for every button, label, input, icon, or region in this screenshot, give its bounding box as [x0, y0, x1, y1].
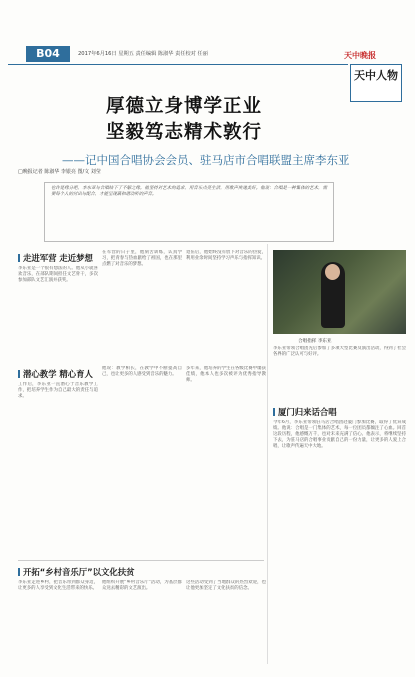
- subheadline: ——记中国合唱协会会员、驻马店市合唱联盟主席李东亚: [62, 153, 350, 167]
- person-face: [325, 264, 340, 280]
- section-3-col-2: 他组织开展“乡村音乐厅”活动，为基层群众送去精彩的文艺演出。: [102, 580, 182, 592]
- section-2-col-2: 他说：教学相长，在教学中不断提高自己，也让更多的人感受到音乐的魅力。: [102, 366, 182, 378]
- portrait-photo: [273, 250, 406, 334]
- section-rule: [18, 560, 264, 561]
- section-2-col-3: 多年来，他培养的学生在各级比赛中屡获佳绩，他本人也多次被评为优秀指导教师。: [186, 366, 266, 384]
- section-1-col-1: 李东亚是一个很有想法的人。他从小就喜欢音乐，在部队期间担任文艺骨干，多次参加部队文艺汇演并获奖。: [18, 266, 98, 284]
- column-divider: [267, 244, 268, 664]
- column-label-box: [350, 64, 402, 102]
- headline-line-1: 厚德立身博学正业: [105, 96, 262, 117]
- section-1-col-2: 在军营的日子里，他刻苦训练，认真学习，把青春与热血献给了祖国，也在那里点燃了对音乐的梦想。: [102, 250, 182, 268]
- section-heading-1: 走进军营 走近梦想: [18, 252, 93, 264]
- header-rule: [8, 64, 348, 65]
- headline-line-2: 坚毅笃志精术敦行: [105, 122, 262, 143]
- paper-logo: 天中晚报: [344, 50, 376, 60]
- byline: □晚报记者 陈淑华 李银亮 图/文 刘莹: [18, 169, 101, 175]
- section-heading-2: 潜心教学 精心育人: [18, 368, 93, 380]
- right-column-text-2: 今年6月，李东亚带领驻马店合唱团赴厦门参加比赛，取得了优异成绩。他说：合唱是一门集体的艺术，每一位团员都倾注了心血。回首这段历程，他感慨万千，也对未来充满了信心。他表示，将继续坚持下去，为驻马店的合唱事业贡献自己的一份力量，让更多的人爱上合唱，让歌声传遍天中大地。: [273, 420, 406, 450]
- section-2-col-1: 工作后，李东亚一直潜心于音乐教学工作，把培养学生作为自己最大的责任与追求。: [18, 382, 98, 400]
- right-column-text-1: 李东亚带领合唱团先后参加了多项大型比赛及演出活动，得到了社会各界的广泛认可与好评。: [273, 346, 406, 358]
- section-heading-4: 厦门归来话合唱: [273, 406, 337, 418]
- section-3-col-1: 李东亚走进乡村，把音乐带到群众身边，让更多的人享受到文化生活带来的快乐。: [18, 580, 98, 592]
- page-number: B04: [26, 46, 70, 62]
- section-1-col-3: 退伍后，他始终没有放下对音乐的热爱，利用业余时间坚持学习声乐与指挥知识。: [186, 250, 266, 262]
- issue-info: 2017年6月16日 星期五 责任编辑 陈淑华 责任校对 任丽: [78, 51, 208, 57]
- photo-caption: 合唱指挥 李东亚: [298, 339, 332, 344]
- column-label: 天中人物: [354, 69, 398, 82]
- pull-quote-text: 也许是缘分吧，李东亚与合唱结下了不解之缘。他坚持对艺术的追求，用音乐点亮生活，用歌声传递美好。他说：合唱是一种集体的艺术，需要每个人的付出与配合，才能呈现最和谐动听的声音。: [51, 186, 327, 198]
- section-3-col-3: 这些活动受到了当地群众的热烈欢迎，也让他更加坚定了文化扶贫的信念。: [186, 580, 266, 592]
- pull-quote: [44, 182, 334, 242]
- section-heading-3: 开拓“乡村音乐厅”以文化扶贫: [18, 566, 135, 578]
